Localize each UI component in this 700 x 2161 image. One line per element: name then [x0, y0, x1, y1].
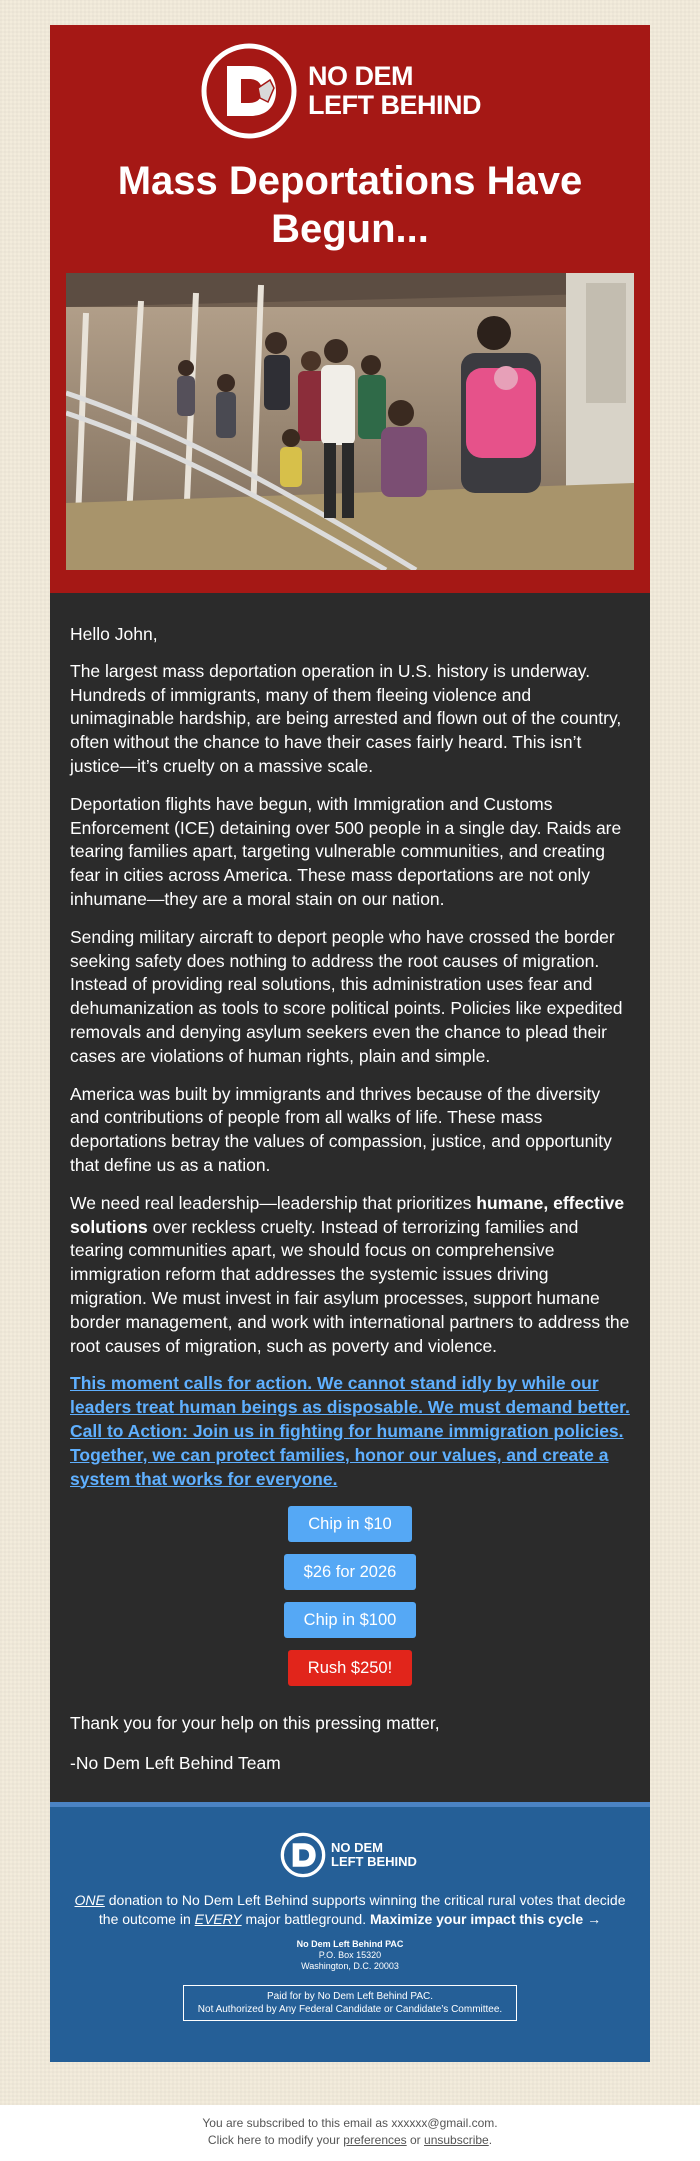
- sub-text-a: Click here to modify your: [207, 2133, 344, 2147]
- body-paragraph-3: Sending military aircraft to deport people who have crossed the border seeking safety does nothing to address the root causes of migration. Instead of providing real solutions, this administration uses fear and dehumanization as tools to score political points. Policies like expedited removals and denying asylum seekers even the chance to plead their cases are violations of human rights, plain and simple.: [70, 926, 623, 1066]
- footer-pitch[interactable]: [70, 1891, 630, 1929]
- email-header: [50, 25, 650, 593]
- unsubscribe-link[interactable]: unsubscribe: [424, 2133, 489, 2147]
- footer-logo-line-2: LEFT BEHIND: [331, 1853, 417, 1869]
- email-footer: [50, 1807, 650, 2062]
- body-paragraph-5: [70, 1192, 630, 1359]
- hero-photo-illustration: [66, 273, 634, 570]
- body-paragraph-1: The largest mass deportation operation in U.S. history is underway. Hundreds of immigrants, many of them fleeing violence and unimaginable hardship, are being arrested and flown out of the country, often without the chance to have their cases fairly heard. This isn’t justice—it’s cruelty on a massive scale.: [70, 660, 622, 776]
- subscription-bar: [0, 2105, 700, 2161]
- subscription-line-2: [0, 2132, 700, 2149]
- paid-line-2: Not Authorized by Any Federal Candidate or Candidate’s Committee.: [197, 2003, 503, 2015]
- greeting: Hello John,: [70, 624, 158, 644]
- d-logo-icon: [200, 42, 298, 140]
- 26-for-2026-button[interactable]: $26 for 2026: [284, 1554, 417, 1590]
- pac-address: [50, 1939, 650, 1972]
- rush-250-button[interactable]: Rush $250!: [288, 1650, 412, 1686]
- headline: [50, 157, 650, 253]
- pac-city: Washington, D.C. 20003: [301, 1960, 399, 1971]
- pitch-one: ONE: [74, 1891, 105, 1908]
- body-paragraph-4: America was built by immigrants and thrives because of the diversity and contributions of people from all walks of life. These mass deportations betray the values of compassion, justice, and opportunity that define us as a nation.: [70, 1083, 612, 1175]
- footer-d-logo-icon: [280, 1832, 326, 1878]
- headline-line-2: Begun...: [271, 207, 429, 251]
- footer-logo-wordmark: [331, 1841, 417, 1869]
- pitch-every: EVERY: [194, 1910, 242, 1927]
- sub-text-c: .: [488, 2133, 493, 2147]
- pac-box: P.O. Box 15320: [318, 1949, 382, 1960]
- headline-line-1: Mass Deportations Have: [117, 159, 583, 203]
- pitch-text-a: donation to No Dem Left Behind supports winning the critical rural votes that decide the outcome in: [98, 1891, 626, 1927]
- call-to-action-link[interactable]: This moment calls for action. We cannot stand idly by while our leaders treat human beings as disposable. We must demand better. Call to Action: Join us in fighting for humane immigration policies. Together, we can protect families, honor our values, and create a system that works for everyone.: [70, 1373, 630, 1489]
- para5-text-b: over reckless cruelty. Instead of terrorizing families and tearing communities apart, we should focus on comprehensive immigration reform that addresses the systemic issues driving migration. We must invest in fair asylum processes, support humane border management, and work with international partners to address the root causes of migration, such as poverty and violence.: [70, 1216, 630, 1356]
- footer-logo-line-1: NO DEM: [331, 1839, 383, 1855]
- preferences-link[interactable]: preferences: [343, 2133, 407, 2147]
- donation-buttons: [70, 1506, 630, 1698]
- pitch-bold: Maximize your impact this cycle →: [370, 1910, 602, 1927]
- para5-text-a: We need real leadership—leadership that prioritizes: [70, 1192, 477, 1213]
- paid-for-disclaimer: [183, 1985, 517, 2021]
- chip-in-100-button[interactable]: Chip in $100: [284, 1602, 417, 1638]
- logo-line-2: LEFT BEHIND: [308, 90, 481, 120]
- hero-photo[interactable]: [66, 273, 634, 570]
- chip-in-10-button[interactable]: Chip in $10: [288, 1506, 411, 1542]
- body-paragraph-2: Deportation flights have begun, with Immigration and Customs Enforcement (ICE) detaining over 500 people in a single day. Raids are tearing families apart, targeting vulnerable communities, and creating fear in cities across America. These mass deportations are not only inhumane—they are a moral stain on our nation.: [70, 793, 622, 909]
- para5-bold: humane, effective solutions: [70, 1192, 625, 1237]
- subscription-line-1: You are subscribed to this email as xxxxxx@gmail.com.: [202, 2116, 498, 2130]
- pitch-text-b: major battleground.: [241, 1910, 370, 1927]
- logo-line-1: NO DEM: [308, 61, 413, 91]
- signoff: Thank you for your help on this pressing matter,: [70, 1713, 440, 1734]
- email-container: [50, 25, 650, 2062]
- sub-text-b: or: [406, 2133, 425, 2147]
- pac-name: No Dem Left Behind PAC: [296, 1938, 404, 1949]
- team-signature: -No Dem Left Behind Team: [70, 1753, 281, 1774]
- paid-line-1: Paid for by No Dem Left Behind PAC.: [266, 1990, 433, 2002]
- email-body: [50, 593, 650, 1802]
- footer-logo[interactable]: [280, 1832, 417, 1878]
- brand-logo[interactable]: [200, 42, 481, 140]
- logo-wordmark: [308, 62, 481, 120]
